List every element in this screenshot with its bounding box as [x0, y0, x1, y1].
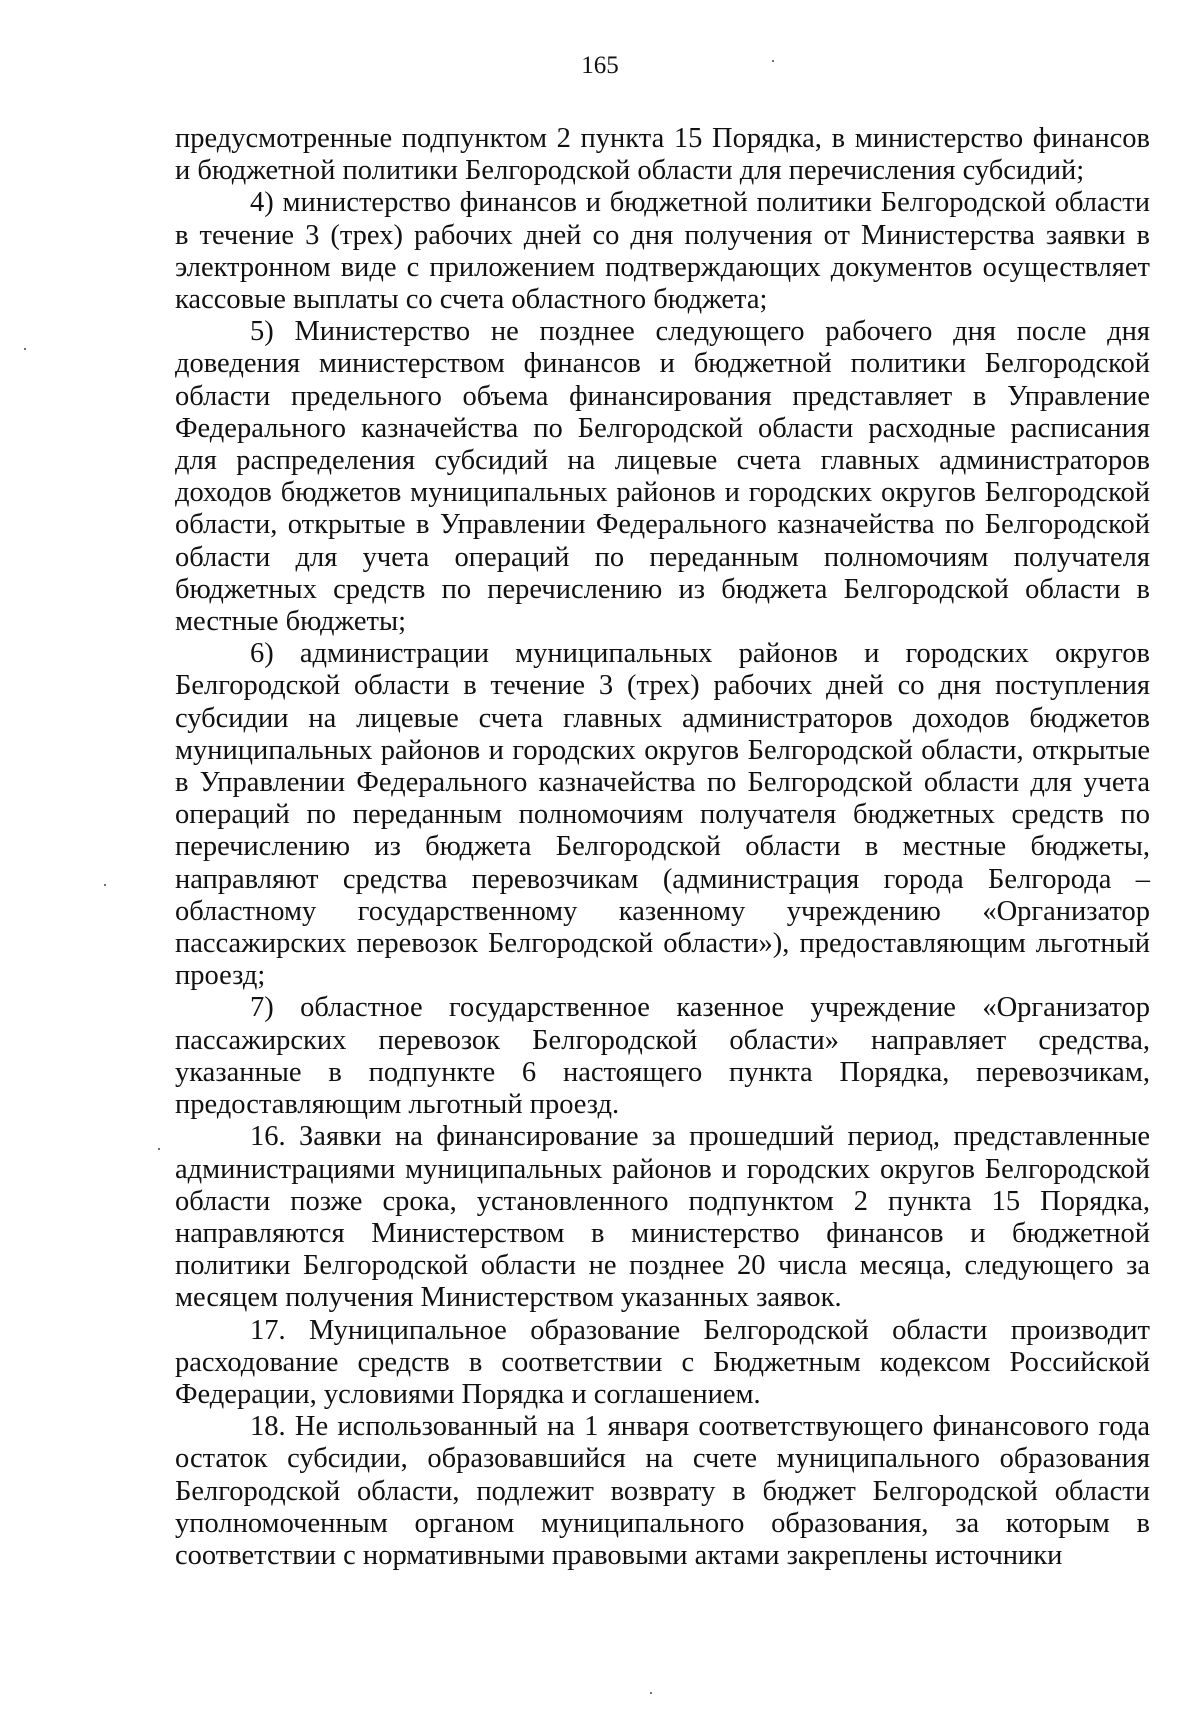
document-body — [175, 123, 1150, 1572]
paragraph-clause-17: 17. Муниципальное образование Белгородской области производит расходование средств в соответствии с Бюджетным кодексом Российской Федерации, условиями Порядка и соглашением. — [175, 1314, 1150, 1410]
scan-speck — [104, 884, 106, 886]
paragraph-item-6: 6) администрации муниципальных районов и городских округов Белгородской области в течение 3 (трех) рабочих дней со дня поступления субсидии на лицевые счета главных администраторов доходов бюджетов муниципальных районов и городских округов Белгородской области, открытые в Управлении Федерального казначейства по Белгородской области для учета операций по переданным полномочиям получателя бюджетных средств по перечислению из бюджета Белгородской области в местные бюджеты, направляют средства перевозчикам (администрация города Белгорода – областному государственному казенному учреждению «Организатор пассажирских перевозок Белгородской области»), предоставляющим льготный проезд; — [175, 638, 1150, 992]
paragraph-item-5: 5) Министерство не позднее следующего рабочего дня после дня доведения министерством финансов и бюджетной политики Белгородской области предельного объема финансирования представляет в Управление Федерального казначейства по Белгородской области расходные расписания для распределения субсидий на лицевые счета главных администраторов доходов бюджетов муниципальных районов и городских округов Белгородской области, открытые в Управлении Федерального казначейства по Белгородской области для учета операций по переданным полномочиям получателя бюджетных средств по перечислению из бюджета Белгородской области в местные бюджеты; — [175, 316, 1150, 638]
paragraph-item-7: 7) областное государственное казенное учреждение «Организатор пассажирских перевозок Белгородской области» направляет средства, указанные в подпункте 6 настоящего пункта Порядка, перевозчикам, предоставляющим льготный проезд. — [175, 992, 1150, 1121]
scan-speck — [24, 348, 26, 350]
paragraph-clause-16: 16. Заявки на финансирование за прошедший период, представленные администрациями муниципальных районов и городских округов Белгородской области позже срока, установленного подпунктом 2 пункта 15 Порядка, направляются Министерством в министерство финансов и бюджетной политики Белгородской области не позднее 20 числа месяца, следующего за месяцем получения Министерством указанных заявок. — [175, 1121, 1150, 1314]
paragraph-clause-18: 18. Не использованный на 1 января соответствующего финансового года остаток субсидии, образовавшийся на счете муниципального образования Белгородской области, подлежит возврату в бюджет Белгородской области уполномоченным органом муниципального образования, за которым в соответствии с нормативными правовыми актами закреплены источники — [175, 1411, 1150, 1571]
scan-speck — [772, 60, 774, 62]
paragraph-continuation: предусмотренные подпунктом 2 пункта 15 Порядка, в министерство финансов и бюджетной политики Белгородской области для перечисления субсидий; — [175, 123, 1150, 187]
paragraph-item-4: 4) министерство финансов и бюджетной политики Белгородской области в течение 3 (трех) рабочих дней со дня получения от Министерства заявки в электронном виде с приложением подтверждающих документов осуществляет кассовые выплаты со счета областного бюджета; — [175, 187, 1150, 316]
scan-speck — [158, 1148, 160, 1150]
scan-speck — [650, 1692, 652, 1694]
page-number: 165 — [581, 52, 619, 79]
